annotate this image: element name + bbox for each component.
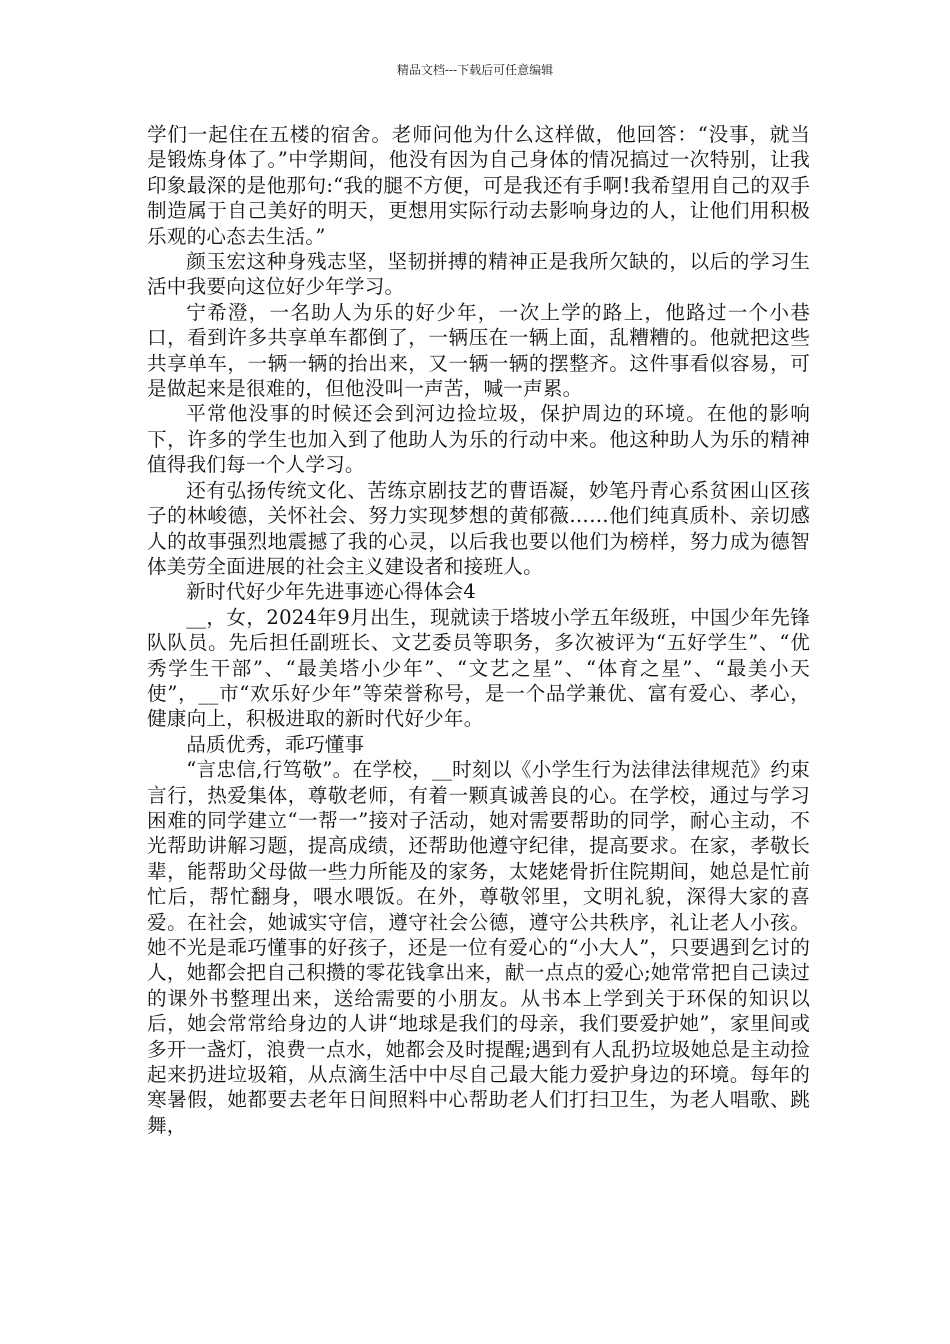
paragraph: 颜玉宏这种身残志坚，坚韧拼搏的精神正是我所欠缺的，以后的学习生活中我要向这位好少年学习。 [147,250,810,299]
paragraph: 宁希澄，一名助人为乐的好少年，一次上学的路上，他路过一个小巷口，看到许多共享单车都倒了，一辆压在一辆上面，乱糟糟的。他就把这些共享单车，一辆一辆的抬出来，又一辆一辆的摆整齐。这件事看似容易，可是做起来是很难的，但他没叫一声苦，喊一声累。 [147,300,810,401]
paragraph: __，女，2024年9月出生，现就读于塔坡小学五年级班，中国少年先锋队队员。先后担任副班长、文艺委员等职务，多次被评为“五好学生”、“优秀学生干部”、“最美塔小少年”、“文艺之星”、“体育之星”、“最美小天使”，__市“欢乐好少年”等荣誉称号，是一个品学兼优、富有爱心、孝心，健康向上，积极进取的新时代好少年。 [147,605,810,731]
section-subheading: 品质优秀，乖巧懂事 [186,732,365,756]
document-body [147,122,810,1138]
paragraph: 平常他没事的时候还会到河边捡垃圾，保护周边的环境。在他的影响下，许多的学生也加入到了他助人为乐的行动中来。他这种助人为乐的精神值得我们每一个人学习。 [147,402,810,477]
paragraph: 还有弘扬传统文化、苦练京剧技艺的曹语凝，妙笔丹青心系贫困山区孩子的林峻德，关怀社会、努力实现梦想的黄郁薇……他们纯真质朴、亲切感人的故事强烈地震撼了我的心灵，以后我也要以他们为榜样，努力成为德智体美劳全面进展的社会主义建设者和接班人。 [147,478,810,578]
paragraph: “言忠信,行笃敬”。在学校，__时刻以《小学生行为法律法律规范》约束言行，热爱集体，尊敬老师，有着一颗真诚善良的心。在学校，通过与学习困难的同学建立“一帮一”接对子活动，她对需要帮助的同学，耐心主动，不光帮助讲解习题，提高成绩，还帮助他遵守纪律，提高要求。在家，孝敬长辈，能帮助父母做一些力所能及的家务，太姥姥骨折住院期间，她总是忙前忙后，帮忙翻身，喂水喂饭。在外，尊敬邻里，文明礼貌，深得大家的喜爱。在社会，她诚实守信，遵守社会公德，遵守公共秩序，礼让老人小孩。她不光是乖巧懂事的好孩子，还是一位有爱心的“小大人”，只要遇到乞讨的人，她都会把自己积攒的零花钱拿出来，献一点点的爱心;她常常把自己读过的课外书整理出来，送给需要的小朋友。从书本上学到关于环保的知识以后，她会常常给身边的人讲“地球是我们的母亲，我们要爱护她”，家里间或多开一盏灯，浪费一点水，她都会及时提醒;遇到有人乱扔垃圾她总是主动捡起来扔进垃圾箱，从点滴生活中中尽自己最大能力爱护身边的环境。每年的寒暑假，她都要去老年日间照料中心帮助老人们打扫卫生，为老人唱歌、跳舞， [147,758,810,1137]
page-header: 精品文档---下载后可任意编辑 [396,63,554,77]
paragraph: 学们一起住在五楼的宿舍。老师问他为什么这样做，他回答：“没事，就当是锻炼身体了。”中学期间，他没有因为自己身体的情况搞过一次特别，让我印象最深的是他那句:“我的腿不方便，可是我还有手啊!我希望用自己的双手制造属于自己美好的明天，更想用实际行动去影响身边的人，让他们用积极乐观的心态去生活。” [147,123,810,248]
section-heading: 新时代好少年先进事迹心得体会4 [186,580,476,604]
